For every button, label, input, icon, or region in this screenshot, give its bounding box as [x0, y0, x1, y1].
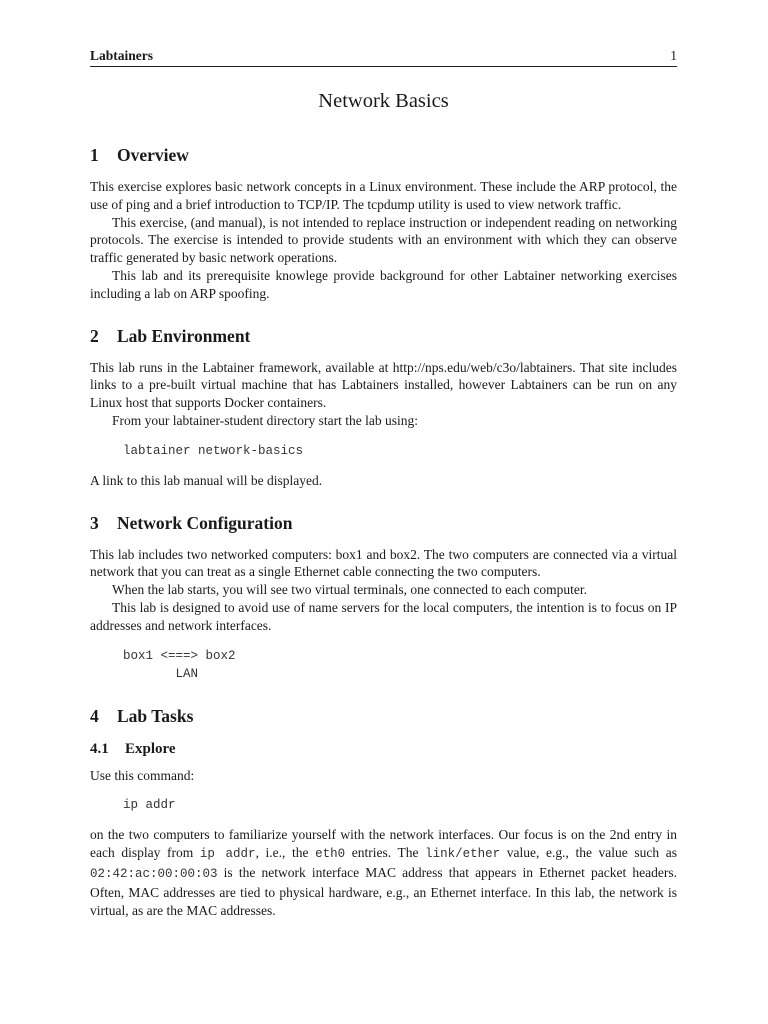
inline-code: link/ether	[425, 847, 501, 862]
section-number: 2	[90, 325, 99, 346]
section-overview	[90, 144, 677, 303]
subsection-title: Explore	[125, 740, 176, 757]
code-block: labtainer network-basics	[123, 443, 304, 458]
section-heading	[90, 144, 677, 166]
paragraph: This lab is designed to avoid use of name servers for the local computers, the intention is to focus on IP addresses and network interfaces.	[90, 599, 677, 633]
section-lab-environment	[90, 325, 677, 490]
subsection-heading	[90, 739, 677, 759]
section-heading	[90, 705, 677, 727]
section-number: 4	[90, 705, 99, 726]
running-header	[90, 44, 677, 67]
paragraph	[90, 826, 677, 919]
paragraph: Use this command:	[90, 767, 195, 783]
text-run: is the network interface MAC address that appears in Ethernet packet headers. Often, MAC addresses are tied to physical hardware, e.g., an Ethernet interface. In this lab, the network is virtual, as are the MAC addresses.	[90, 864, 677, 918]
section-heading	[90, 512, 677, 534]
section-network-configuration	[90, 512, 677, 683]
code-block: ip addr	[123, 798, 176, 813]
section-title: Network Configuration	[117, 512, 293, 533]
section-heading	[90, 325, 677, 347]
code-line: box1 <===> box2	[123, 648, 236, 663]
paragraph: This exercise explores basic network concepts in a Linux environment. These include the ARP protocol, the use of ping and a brief introduction to TCP/IP. The tcpdump utility is used to view network traffic.	[90, 179, 677, 212]
text-run: on the two computers to familiarize yourself with the network interfaces. Our focus is on the 2nd entry in each display from	[90, 827, 677, 861]
section-lab-tasks	[90, 705, 677, 920]
code-line: LAN	[123, 666, 199, 681]
paragraph: This lab includes two networked computers: box1 and box2. The two computers are connected via a virtual network that you can treat as a single Ethernet cable connecting the two computers.	[90, 546, 677, 580]
subsection-number: 4.1	[90, 740, 109, 757]
page-number: 1	[670, 48, 677, 63]
text-run: value, e.g., the value such as	[500, 845, 677, 861]
paragraph: When the lab starts, you will see two virtual terminals, one connected to each computer.	[112, 582, 587, 598]
text-run: entries. The	[345, 845, 426, 861]
section-number: 3	[90, 512, 99, 533]
paragraph: This lab and its prerequisite knowlege provide background for other Labtainer networking exercises including a lab on ARP spoofing.	[90, 267, 677, 301]
inline-code: eth0	[315, 847, 346, 862]
inline-code: 02:42:ac:00:00:03	[90, 866, 218, 881]
document-title: Network Basics	[318, 90, 449, 112]
section-title: Overview	[117, 145, 189, 165]
paragraph: From your labtainer-student directory start the lab using:	[112, 412, 419, 428]
code-block	[123, 647, 677, 683]
paragraph: This exercise, (and manual), is not intended to replace instruction or independent reading on networking protocols. The exercise is intended to provide students with an environment with which they can observe traffic generated by basic network operations.	[90, 214, 677, 266]
paragraph: This lab runs in the Labtainer framework, available at http://nps.edu/web/c3o/labtainers. That site includes links to a pre-built virtual machine that has Labtainers installed, however Labtainers can be run on any Linux host that supports Docker containers.	[90, 359, 677, 411]
text-run: , i.e., the	[255, 845, 316, 861]
header-title: Labtainers	[90, 48, 154, 63]
section-title: Lab Environment	[117, 325, 251, 346]
paragraph: A link to this lab manual will be displayed.	[90, 472, 323, 488]
section-number: 1	[90, 145, 99, 165]
section-title: Lab Tasks	[117, 705, 194, 726]
inline-code: ip addr	[199, 847, 256, 862]
page-body	[90, 86, 677, 919]
